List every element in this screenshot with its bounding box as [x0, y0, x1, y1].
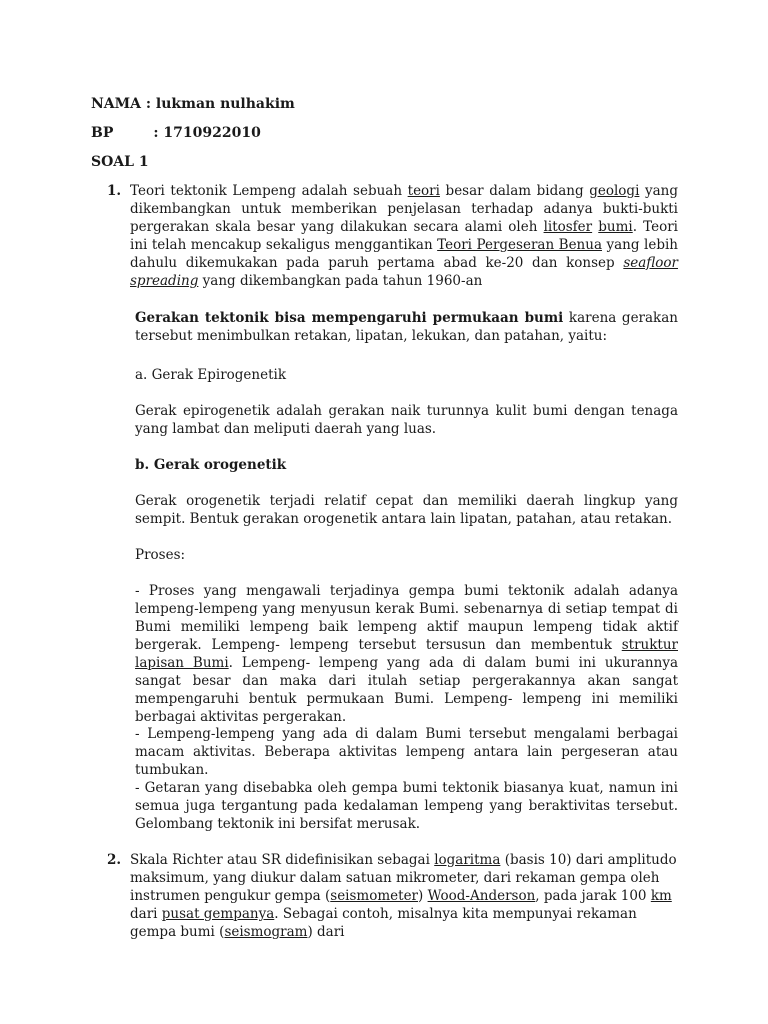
bp-line [91, 124, 261, 142]
orogenetik-paragraph: Gerak orogenetik terjadi relatif cepat dan memiliki daerah lingkup yang sempit. Bentuk gerakan orogenetik antara lain lipatan, patahan, atau retakan. [135, 493, 678, 527]
item-2-number: 2. [107, 852, 122, 868]
text-segment: karena gerakan tersebut menimbulkan retakan, lipatan, lekukan, dan patahan, yaitu: [135, 310, 678, 344]
bp-value: : 1710922010 [153, 125, 261, 141]
proses-paragraph-1 [135, 582, 678, 726]
link-litosfer[interactable]: litosfer [543, 219, 593, 235]
text-segment: Teori tektonik Lempeng adalah sebuah [130, 183, 408, 199]
item-2-paragraph [130, 851, 682, 941]
proses-paragraph-3: - Getaran yang disebabka oleh gempa bumi tektonik biasanya kuat, namun ini semua juga tergantung pada kedalaman lempeng yang beraktivitas tersebut. Gelombang tektonik ini bersifat merusak. [135, 780, 678, 832]
link-km[interactable]: km [650, 888, 672, 904]
text-segment: . Lempeng- lempeng yang ada di dalam bumi ini ukurannya sangat besar dan maka dari itulah setiap pergerakannya akan sangat mempengaruhi bentuk permukaan Bumi. Lempeng- lempeng ini memiliki berbagai aktivitas pergerakan. [135, 655, 679, 725]
text-segment: - Proses yang mengawali terjadinya gempa bumi tektonik adalah adanya lempeng-lempeng yang menyusun kerak Bumi. sebenarnya di setiap tempat di Bumi memiliki lempeng baik lempeng aktif maupun lempeng tidak aktif bergerak. Lempeng- lempeng tersebut tersusun dan membentuk [135, 583, 678, 653]
link-pusat-gempanya[interactable]: pusat gempanya [161, 906, 275, 922]
item-1-paragraph [130, 182, 678, 290]
proses-paragraph-2: - Lempeng-lempeng yang ada di dalam Bumi tersebut mengalami berbagai macam aktivitas. Beberapa aktivitas lempeng antara lain pergeseran atau tumbukan. [135, 726, 678, 778]
text-segment: . Sebagai contoh, misalnya kita mempunyai rekaman gempa bumi ( [130, 906, 637, 940]
link-teori-pergeseran-benua[interactable]: Teori Pergeseran Benua [437, 237, 602, 253]
text-segment: yang lebih dahulu dikemukakan pada paruh pertama abad ke-20 dan konsep [130, 237, 678, 271]
bold-statement: Gerakan tektonik bisa mempengaruhi permukaan bumi [135, 310, 564, 326]
epirogenetik-paragraph: Gerak epirogenetik adalah gerakan naik turunnya kulit bumi dengan tenaga yang lambat dan meliputi daerah yang luas. [135, 403, 678, 437]
text-segment: yang dikembangkan untuk memberikan penjelasan terhadap adanya bukti-bukti pergerakan skala besar yang dilakukan secara alami oleh [130, 183, 678, 235]
bp-label: BP [91, 125, 114, 141]
link-wood-anderson[interactable]: Wood-Anderson [427, 888, 536, 904]
link-seismogram[interactable]: seismogram [224, 924, 308, 940]
text-segment: (basis 10) dari amplitudo maksimum, yang diukur dalam satuan mikrometer, dari rekaman gempa oleh instrumen pengukur gempa ( [130, 852, 677, 904]
link-teori[interactable]: teori [407, 183, 440, 199]
text-segment: dari [130, 906, 162, 922]
link-seismometer[interactable]: seismometer [330, 888, 419, 904]
text-segment: . Teori ini telah mencakup sekaligus menggantikan [130, 219, 678, 253]
link-bumi[interactable]: bumi [598, 219, 633, 235]
link-seafloor-spreading[interactable]: seafloor spreading [130, 255, 678, 289]
text-segment: besar dalam bidang [439, 183, 590, 199]
proses-heading: Proses: [135, 547, 186, 563]
text-segment: Skala Richter atau SR didefinisikan sebagai [130, 852, 435, 868]
item-1-number: 1. [107, 183, 122, 199]
heading-gerak-epirogenetik: a. Gerak Epirogenetik [135, 367, 287, 383]
text-segment: ) [418, 888, 428, 904]
name-line: NAMA : lukman nulhakim [91, 96, 295, 112]
link-logaritma[interactable]: logaritma [434, 852, 501, 868]
heading-gerak-orogenetik: b. Gerak orogenetik [135, 457, 287, 473]
soal-heading: SOAL 1 [91, 154, 149, 170]
tectonic-intro [135, 309, 678, 345]
text-segment: yang dikembangkan pada tahun 1960-an [198, 273, 483, 289]
text-segment: , pada jarak 100 [535, 888, 651, 904]
link-struktur-lapisan-bumi[interactable]: struktur lapisan Bumi [135, 637, 678, 671]
link-geologi[interactable]: geologi [589, 183, 640, 199]
text-segment: ) dari [307, 924, 345, 940]
